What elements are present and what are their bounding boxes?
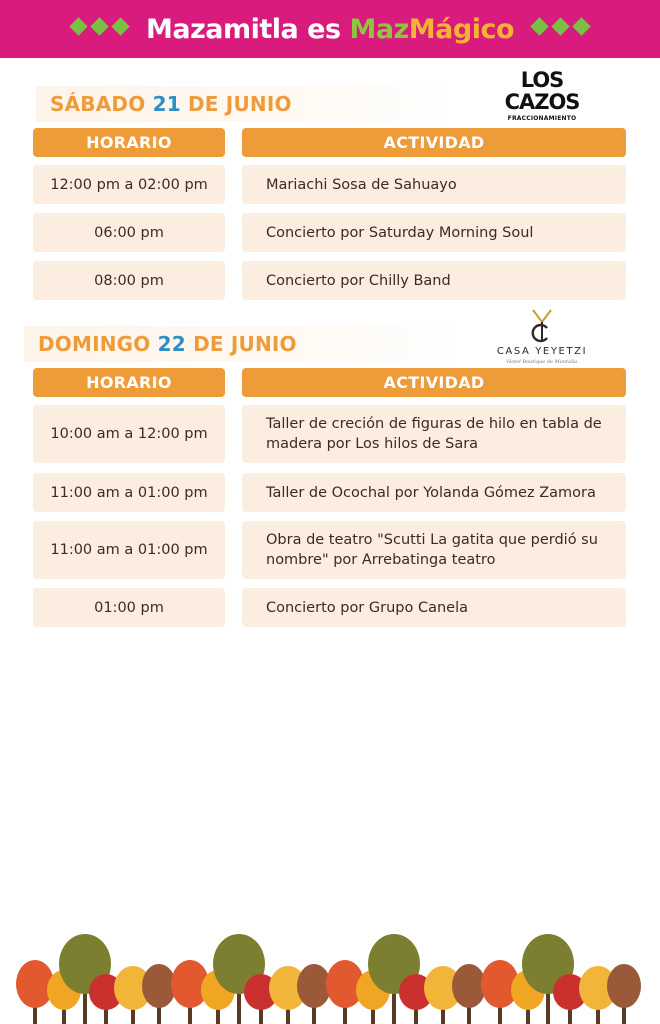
diamond-icon	[530, 17, 548, 35]
sunday-horario-header: HORARIO	[33, 368, 225, 397]
header-banner	[0, 0, 660, 58]
logo-subtitle: FRACCIONAMIENTO	[507, 114, 577, 122]
diamond-icon	[90, 17, 108, 35]
sunday-row-2-activity: Taller de Ocochal por Yolanda Gómez Zamora	[242, 473, 626, 512]
saturday-actividad-header: ACTIVIDAD	[242, 128, 626, 157]
diamond-decoration-left	[70, 17, 129, 36]
saturday-horario-header: HORARIO	[33, 128, 225, 157]
heading-text: DE JUNIO	[185, 332, 297, 356]
title-prefix: Mazamitla es	[145, 13, 350, 45]
saturday-heading	[36, 86, 456, 122]
heading-text: SÁBADO	[50, 92, 153, 116]
sunday-row-4-activity: Concierto por Grupo Canela	[242, 588, 626, 627]
logo-line: CAZOS	[504, 89, 580, 114]
logo-tagline: Hotel Boutique de Montaña	[506, 358, 578, 365]
saturday-row-1-activity: Mariachi Sosa de Sahuayo	[242, 165, 626, 204]
tree-group-2	[171, 934, 331, 1024]
heading-text: DOMINGO	[38, 332, 158, 356]
casa-yeyetzi-emblem-icon	[525, 308, 559, 344]
heading-day-number: 22	[157, 332, 186, 356]
diamond-icon	[551, 17, 569, 35]
diamond-decoration-right	[531, 17, 590, 36]
tree-group-3	[326, 934, 486, 1024]
sunday-row-1-activity: Taller de creción de figuras de hilo en tabla de madera por Los hilos de Sara	[242, 405, 626, 463]
sunday-actividad-header: ACTIVIDAD	[242, 368, 626, 397]
diamond-icon	[572, 17, 590, 35]
saturday-row-3-activity: Concierto por Chilly Band	[242, 261, 626, 300]
sunday-row-3-activity: Obra de teatro "Scutti La gatita que perdió su nombre" por Arrebatinga teatro	[242, 521, 626, 579]
title-maz: Maz	[349, 13, 409, 45]
saturday-row-3-time: 08:00 pm	[33, 261, 225, 300]
casa-yeyetzi-logo	[492, 302, 592, 370]
saturday-row-2-time: 06:00 pm	[33, 213, 225, 252]
title-magico: Mágico	[408, 13, 515, 45]
tree-group-1	[16, 934, 176, 1024]
sunday-row-3-time: 11:00 am a 01:00 pm	[33, 521, 225, 579]
diamond-icon	[111, 17, 129, 35]
page-title	[146, 14, 514, 45]
tree-group-4	[481, 934, 641, 1024]
sunday-row-2-time: 11:00 am a 01:00 pm	[33, 473, 225, 512]
logo-line: LOS	[520, 67, 564, 92]
logo-name: CASA YEYETZI	[496, 345, 588, 357]
diamond-icon	[69, 17, 87, 35]
los-cazos-logo	[500, 62, 584, 128]
heading-day-number: 21	[152, 92, 181, 116]
sunday-row-1-time: 10:00 am a 12:00 pm	[33, 405, 225, 463]
saturday-row-1-time: 12:00 pm a 02:00 pm	[33, 165, 225, 204]
heading-text: DE JUNIO	[180, 92, 292, 116]
autumn-trees-illustration	[0, 920, 660, 1024]
sunday-row-4-time: 01:00 pm	[33, 588, 225, 627]
saturday-row-2-activity: Concierto por Saturday Morning Soul	[242, 213, 626, 252]
sunday-heading	[24, 326, 464, 362]
